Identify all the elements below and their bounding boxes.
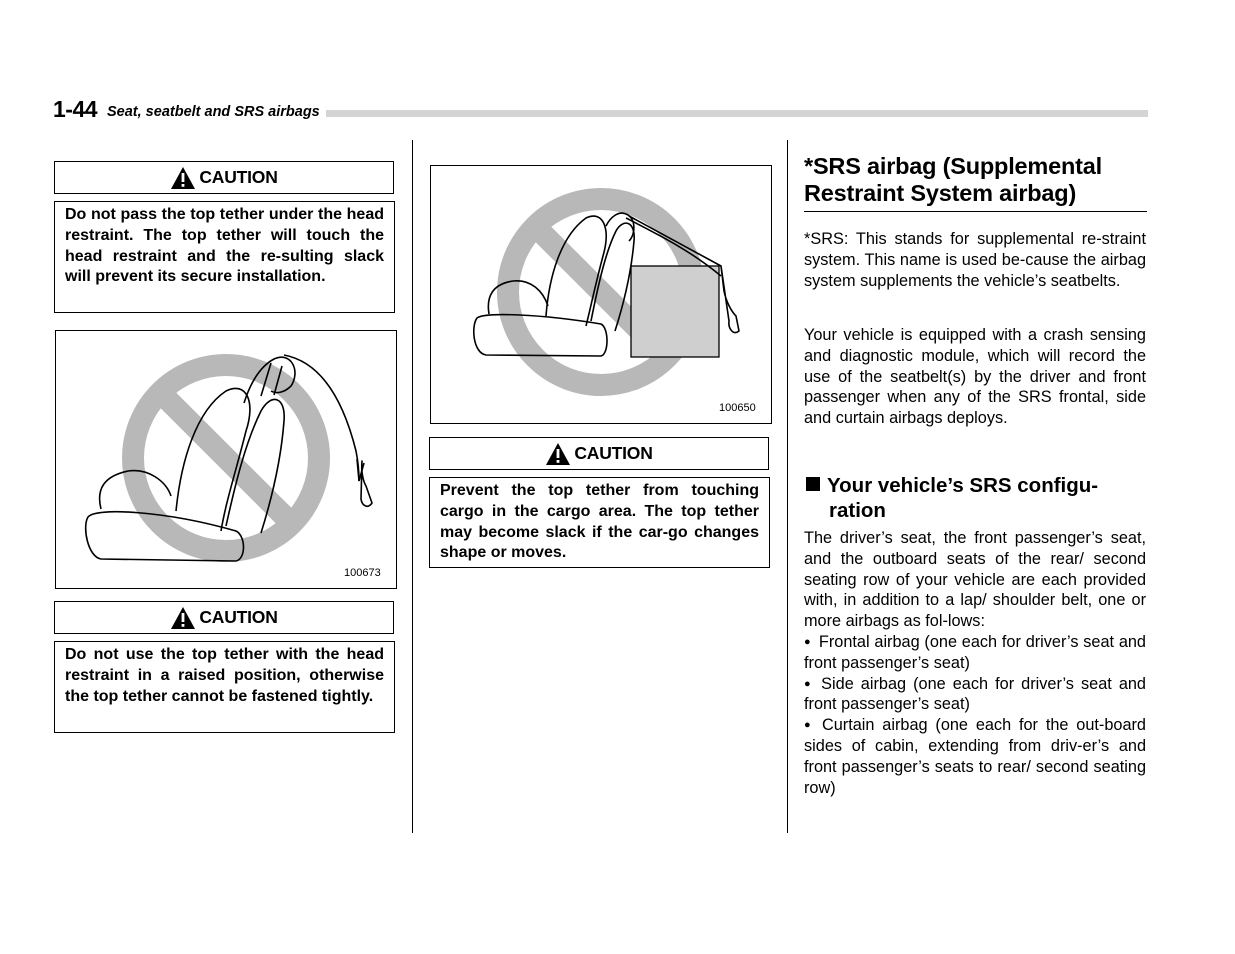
srs-definition-paragraph: *SRS: This stands for supplemental re-straint system. This name is used be-cause the airbag system supplements the vehicle’s seatbelts. <box>804 230 1146 290</box>
figure-code: 100650 <box>719 402 756 414</box>
column-divider <box>787 140 788 833</box>
list-item: ● Curtain airbag (one each for the out-board sides of cabin, extending from driv-er’s and front passenger’s seats to rear/ second seating row) <box>804 715 1146 798</box>
list-item: ● Side airbag (one each for driver’s seat and front passenger’s seat) <box>804 674 1146 716</box>
column-divider <box>412 140 413 833</box>
figure-code: 100673 <box>344 567 381 579</box>
caution-text: Prevent the top tether from touching cargo in the cargo area. The top tether may become slack if the car-go changes shape or moves. <box>429 477 770 568</box>
caution-header <box>429 437 769 470</box>
prohibited-cargo-icon <box>431 166 773 425</box>
section-title: Seat, seatbelt and SRS airbags <box>107 104 326 120</box>
figure-prohibited-headrest <box>55 330 397 589</box>
subheading-line: ration <box>829 499 886 522</box>
caution-text: Do not use the top tether with the head restraint in a raised position, otherwise the top tether cannot be fastened tightly. <box>54 641 395 733</box>
configuration-paragraph: The driver’s seat, the front passenger’s seat, and the outboard seats of the rear/ second seating row of your vehicle are each provided with, in addition to a lap/ shoulder belt, one or more airbags as fol-lows: <box>804 529 1146 631</box>
caution-header <box>54 601 394 634</box>
heading-rule <box>804 211 1147 212</box>
caution-text: Do not pass the top tether under the head restraint. The top tether will touch the head restraint and the re-sulting slack will prevent its secure installation. <box>54 201 395 313</box>
crash-module-paragraph: Your vehicle is equipped with a crash sensing and diagnostic module, which will record the use of the seatbelt(s) by the driver and front passenger when any of the SRS frontal, side and curtain airbags deploys. <box>804 326 1146 428</box>
square-bullet-icon <box>806 477 820 491</box>
configuration-section <box>804 528 1146 798</box>
prohibited-seat-icon <box>56 331 398 590</box>
page-number: 1-44 <box>53 96 101 123</box>
list-item: ● Frontal airbag (one each for driver’s seat and front passenger’s seat) <box>804 632 1146 674</box>
subheading-line: Your vehicle’s SRS configu- <box>827 474 1099 497</box>
caution-label: CAUTION <box>574 443 653 463</box>
warning-triangle-icon <box>170 166 196 190</box>
figure-prohibited-cargo <box>430 165 772 424</box>
caution-header <box>54 161 394 194</box>
caution-label: CAUTION <box>199 167 278 187</box>
caution-label: CAUTION <box>199 607 278 627</box>
srs-heading: *SRS airbag (Supplemental Restraint System airbag) <box>804 153 1102 206</box>
warning-triangle-icon <box>545 442 571 466</box>
warning-triangle-icon <box>170 606 196 630</box>
srs-configuration-heading <box>806 473 1148 523</box>
airbag-list <box>804 632 1146 798</box>
